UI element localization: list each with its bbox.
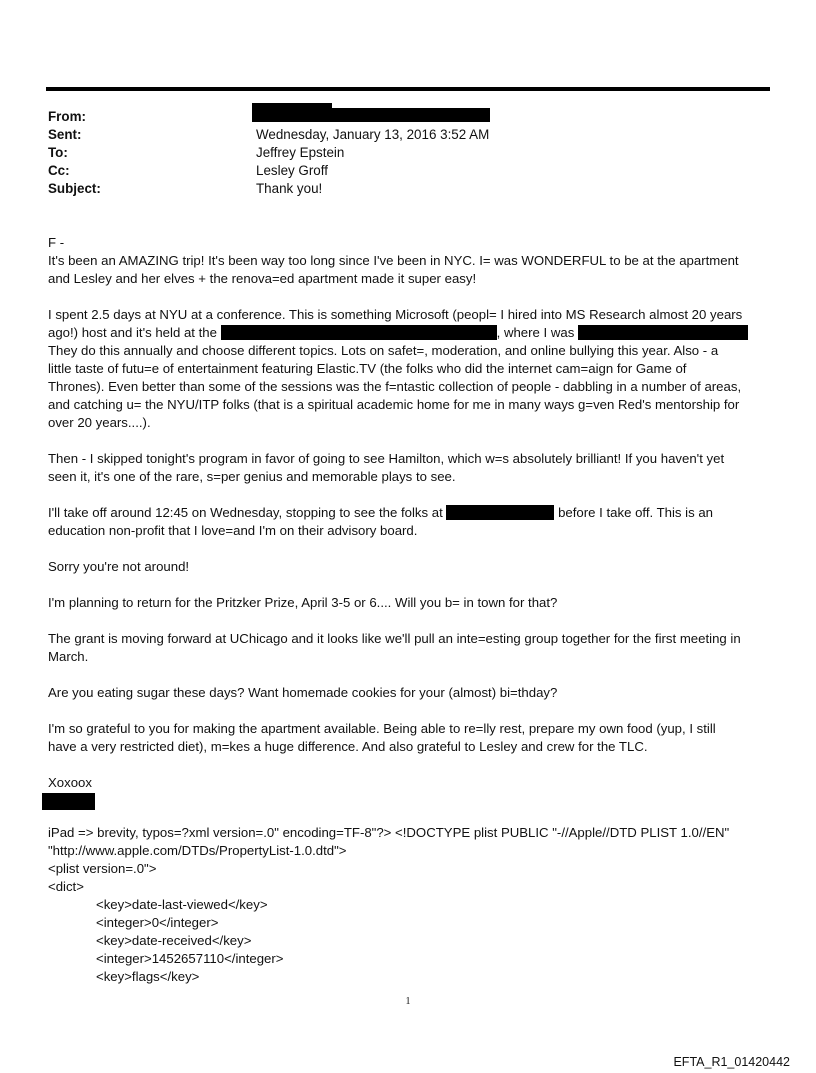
redaction-bar (221, 325, 497, 340)
paragraph: I'll take off around 12:45 on Wednesday, stopping to see the folks at before I take off. This is an education non-profit that I love=and I'm on their advisory board. (48, 505, 714, 538)
sent-value: Wednesday, January 13, 2016 3:52 AM (256, 127, 490, 142)
redaction-bar (446, 505, 554, 520)
paragraph: Then - I skipped tonight's program in favor of going to see Hamilton, which w=s absolutely brilliant! If you haven't yet seen it, it's one of the rare, s=per genius and memorable plays to see. (48, 451, 725, 484)
code-line: <dict> (48, 879, 84, 894)
signoff: Xoxoox (48, 775, 92, 790)
sent-label: Sent: (48, 127, 82, 142)
code-line: <key>date-received</key> (96, 933, 252, 948)
code-line: <integer>1452657110</integer> (96, 951, 284, 966)
code-line: <key>flags</key> (96, 969, 200, 984)
code-line: "http://www.apple.com/DTDs/PropertyList-1.0.dtd"> (48, 843, 347, 858)
email-body (48, 234, 760, 792)
paragraph: Sorry you're not around! (48, 559, 190, 574)
redaction-bar (578, 325, 748, 340)
subject-value: Thank you! (256, 181, 323, 196)
document-id: EFTA_R1_01420442 (673, 1055, 790, 1069)
redaction-bar (42, 793, 95, 810)
to-label: To: (48, 145, 68, 160)
paragraph: I'm planning to return for the Pritzker Prize, April 3-5 or 6.... Will you b= in town for that? (48, 595, 558, 610)
plist-dump (48, 824, 729, 986)
paragraph: F - It's been an AMAZING trip! It's been way too long since I've been in NYC. I= was WONDERFUL to be at the apartment and Lesley and her elves + the renova=ed apartment made it super easy! (48, 235, 739, 286)
code-line: iPad => brevity, typos=?xml version=.0" encoding=TF-8"?> <!DOCTYPE plist PUBLIC "-//Apple//DTD PLIST 1.0//EN" (48, 825, 730, 840)
header-rule (46, 87, 770, 91)
from-label: From: (48, 109, 86, 124)
to-value: Jeffrey Epstein (256, 145, 345, 160)
cc-label: Cc: (48, 163, 70, 178)
paragraph: The grant is moving forward at UChicago and it looks like we'll pull an inte=esting group together for the first meeting in March. (48, 631, 741, 664)
code-line: <key>date-last-viewed</key> (96, 897, 268, 912)
code-line: <integer>0</integer> (96, 915, 219, 930)
page-number: 1 (405, 996, 411, 1007)
paragraph: I spent 2.5 days at NYU at a conference. This is something Microsoft (peopl= I hired into MS Research almost 20 years ago!) host and it's held at the , where I was They do this annually and choose different topics. Lots on safet=, moderation, and online bullying this year. Also - a little taste of futu=e of entertainment featuring Elastic.TV (the folks who did the internet cam=aign for Game of Thrones). Even better than some of the sessions was the f=ntastic collection of people - dabbling in a number of areas, and catching u= the NYU/ITP folks (that is a spiritual academic home for me in many ways g=ven Red's mentorship for over 20 years....). (48, 306, 760, 432)
code-line: <plist version=.0"> (48, 861, 157, 876)
subject-label: Subject: (48, 181, 101, 196)
paragraph: I'm so grateful to you for making the apartment available. Being able to re=lly rest, prepare my own food (yup, I still have a very restricted diet), m=kes a huge difference. And also grateful to Lesley and crew for the TLC. (48, 721, 716, 754)
redaction-bar (252, 108, 490, 122)
paragraph: Are you eating sugar these days? Want homemade cookies for your (almost) bi=thday? (48, 685, 558, 700)
cc-value: Lesley Groff (256, 163, 328, 178)
